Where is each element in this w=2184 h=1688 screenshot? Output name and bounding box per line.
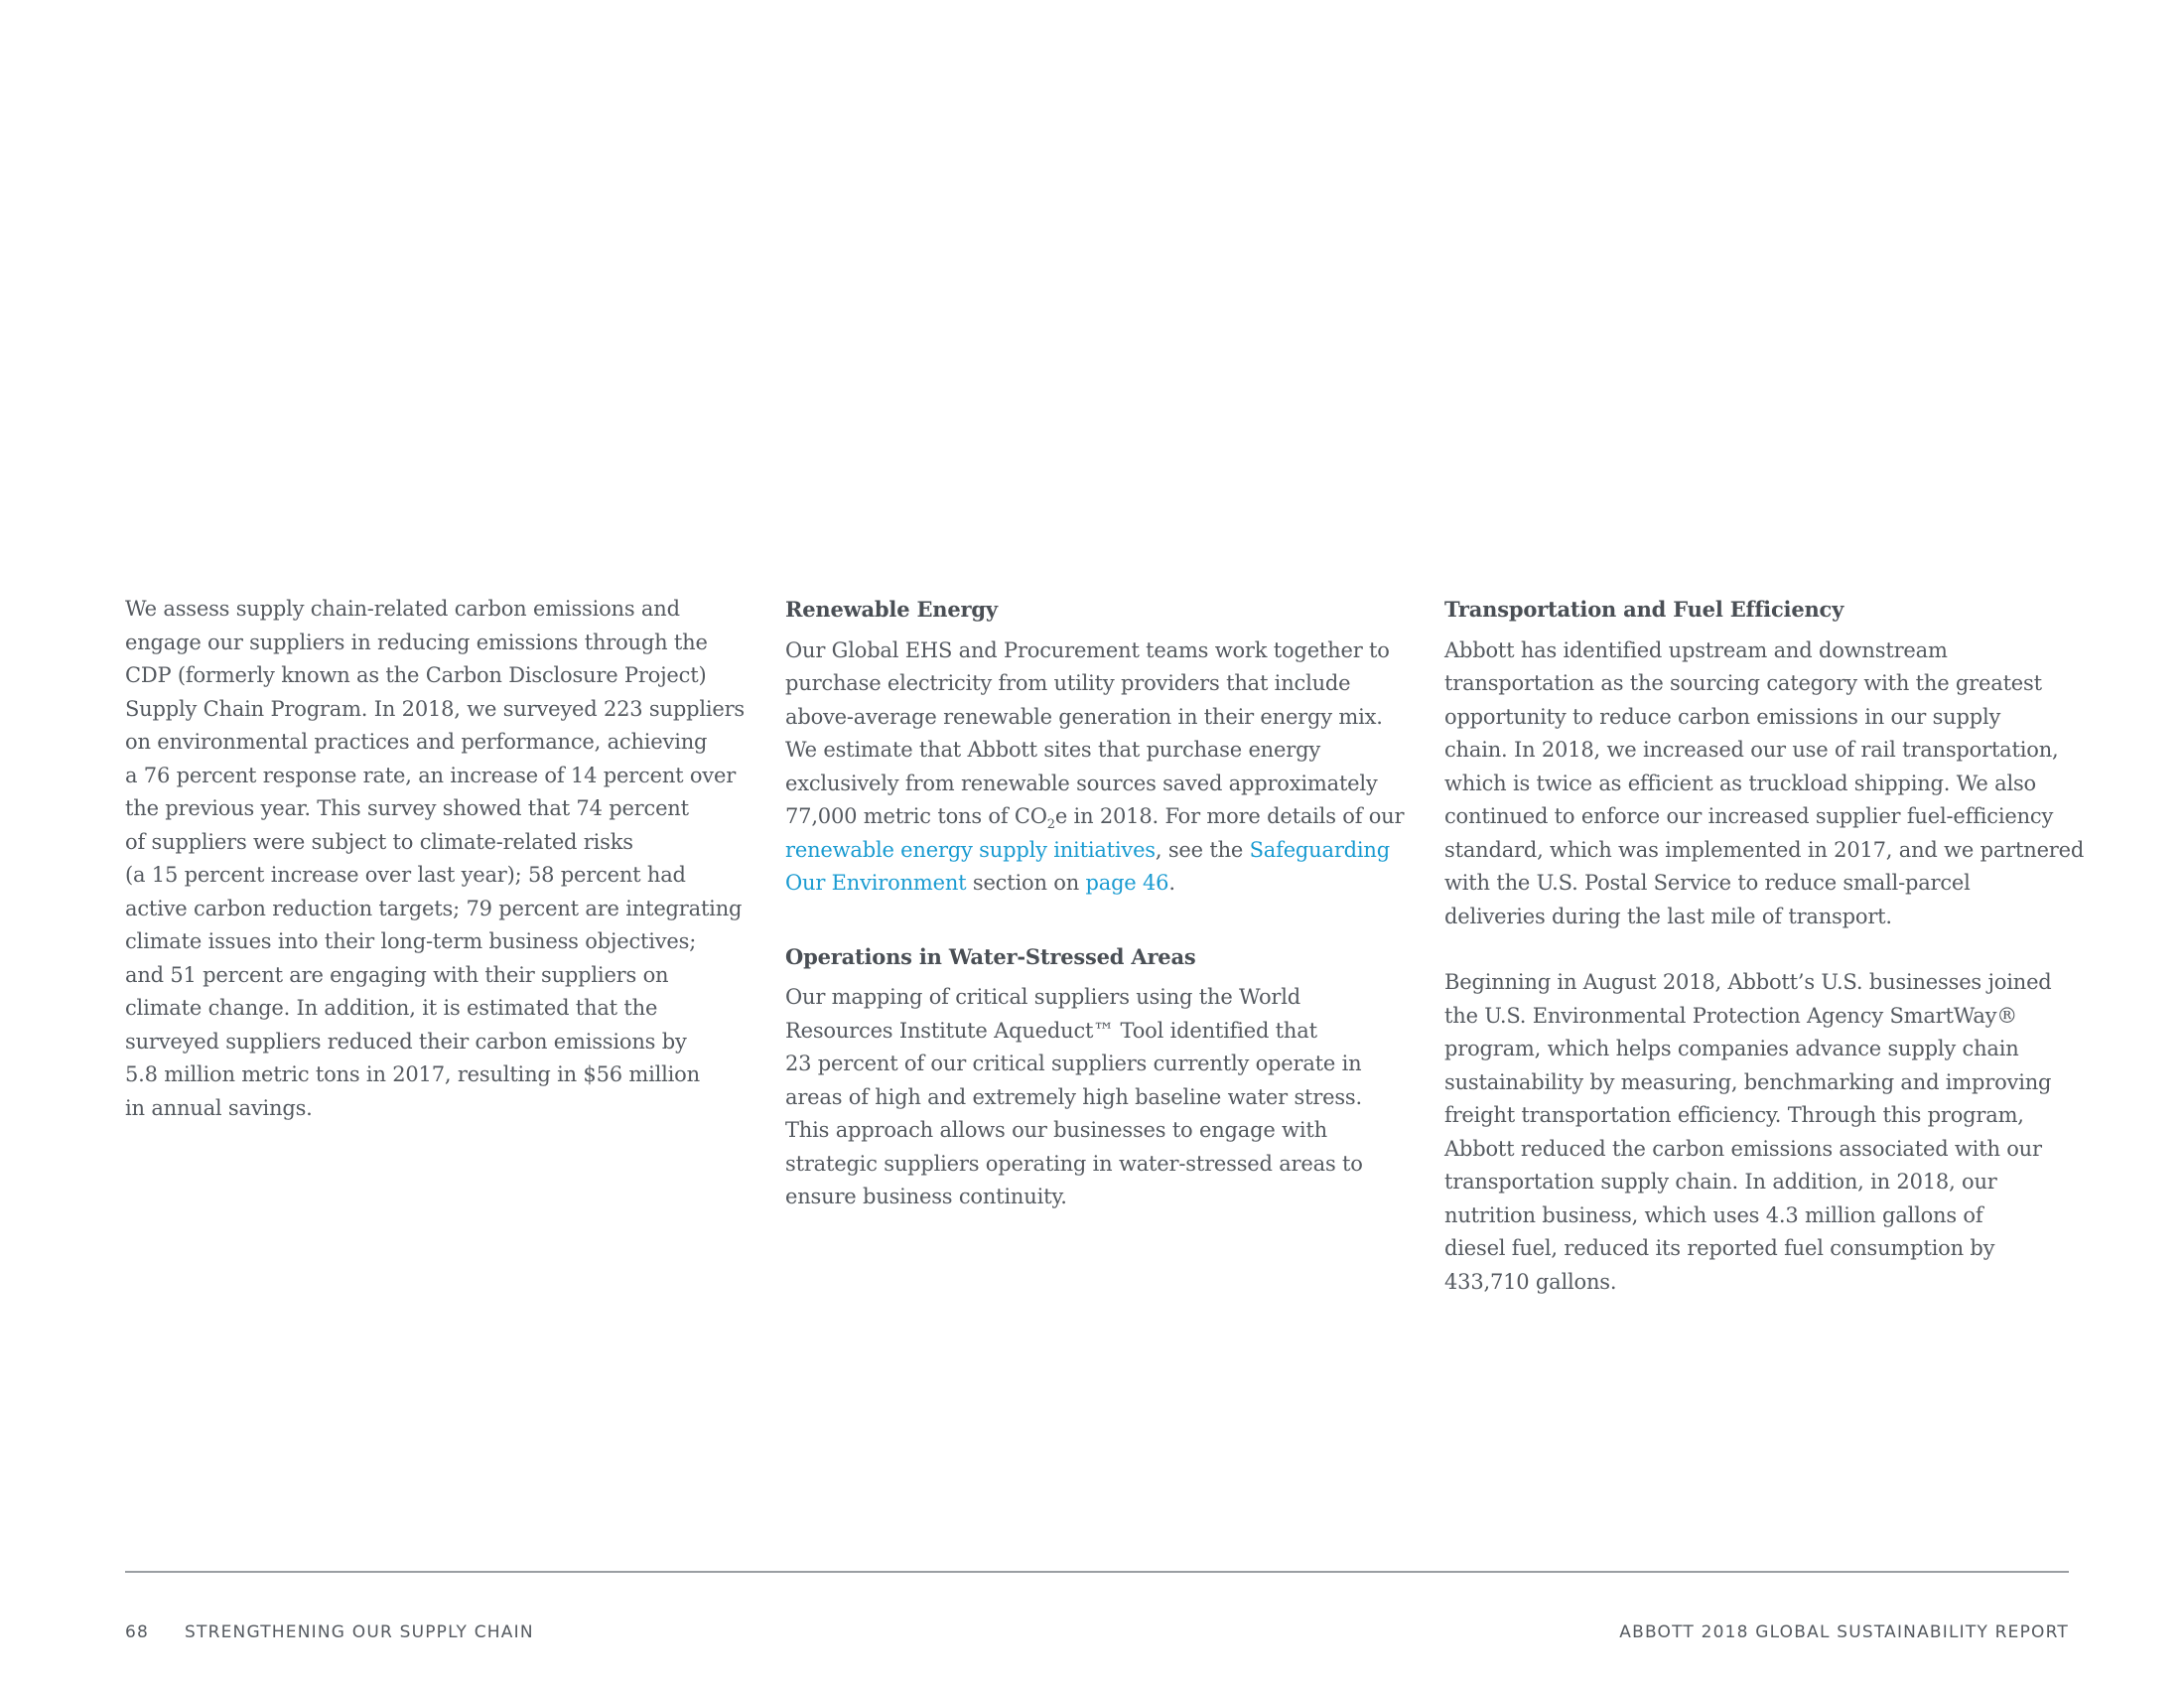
smartway-line: program, which helps companies advance supply chain: [1444, 1037, 2019, 1060]
transport-line: which is twice as efficient as truckload shipping. We also: [1444, 771, 2036, 795]
transportation-heading: Transportation and Fuel Efficiency: [1444, 597, 1844, 622]
footer-divider: [125, 1571, 2069, 1573]
smartway-line: Beginning in August 2018, Abbott’s U.S. businesses joined: [1444, 970, 2052, 994]
co2-text-before: 77,000 metric tons of CO: [785, 804, 1047, 828]
intro-line: in annual savings.: [125, 1095, 313, 1120]
water-line: 23 percent of our critical suppliers currently operate in: [785, 1052, 1362, 1075]
smartway-line: transportation supply chain. In addition, in 2018, our: [1444, 1170, 1997, 1194]
smartway-line: sustainability by measuring, benchmarking and improving: [1444, 1069, 2052, 1094]
intro-line: on environmental practices and performance, achieving: [125, 730, 708, 754]
renewable-water-column: [785, 593, 1421, 1214]
intro-line: and 51 percent are engaging with their suppliers on: [125, 962, 669, 987]
smartway-line: freight transportation efficiency. Through this program,: [1444, 1103, 2024, 1127]
transportation-column: [1444, 593, 2085, 1299]
renewable-line: We estimate that Abbott sites that purchase energy: [785, 738, 1320, 762]
water-line: Resources Institute Aqueduct™ Tool identified that: [785, 1018, 1317, 1043]
renewable-co2-line: [785, 800, 1421, 834]
renewable-links-line: [785, 867, 1421, 901]
smartway-line: diesel fuel, reduced its reported fuel consumption by: [1444, 1236, 1995, 1260]
report-title: ABBOTT 2018 GLOBAL SUSTAINABILITY REPORT: [1619, 1622, 2069, 1642]
water-line: strategic suppliers operating in water-stressed areas to: [785, 1151, 1363, 1176]
intro-line: Supply Chain Program. In 2018, we surveyed 223 suppliers: [125, 696, 745, 721]
safeguarding-link[interactable]: Safeguarding: [1249, 837, 1390, 862]
renewable-energy-heading: Renewable Energy: [785, 597, 998, 622]
intro-line: of suppliers were subject to climate-related risks: [125, 829, 633, 854]
intro-line: the previous year. This survey showed that 74 percent: [125, 796, 689, 820]
intro-column: [125, 593, 760, 1125]
paragraph-gap: [1444, 933, 2080, 966]
smartway-line: the U.S. Environmental Protection Agency SmartWay®: [1444, 1003, 2018, 1028]
intro-line: (a 15 percent increase over last year); 58 percent had: [125, 863, 686, 887]
water-line: ensure business continuity.: [785, 1185, 1067, 1208]
transport-line: chain. In 2018, we increased our use of rail transportation,: [1444, 738, 2059, 762]
co2-subscript: 2: [1046, 817, 1055, 832]
transport-line: Abbott has identified upstream and downstream: [1444, 637, 1948, 662]
renewable-links-line: [785, 834, 1421, 868]
intro-line: surveyed suppliers reduced their carbon emissions by: [125, 1029, 687, 1054]
intro-line: a 76 percent response rate, an increase of 14 percent over: [125, 763, 737, 787]
transport-line: transportation as the sourcing category with the greatest: [1444, 671, 2042, 695]
transport-line: opportunity to reduce carbon emissions in our supply: [1444, 704, 2001, 729]
our-environment-link[interactable]: Our Environment: [785, 871, 967, 895]
paragraph-gap: [785, 901, 1421, 940]
transport-line: continued to enforce our increased supplier fuel-efficiency: [1444, 804, 2054, 828]
intro-line: active carbon reduction targets; 79 percent are integrating: [125, 896, 743, 920]
intro-line: 5.8 million metric tons in 2017, resulting in $56 million: [125, 1062, 700, 1086]
water-line: Our mapping of critical suppliers using the World: [785, 985, 1301, 1009]
transport-line: deliveries during the last mile of transport.: [1444, 904, 1892, 928]
intro-line: climate change. In addition, it is estimated that the: [125, 996, 658, 1020]
page-46-link[interactable]: page 46: [1085, 871, 1169, 895]
water-line: This approach allows our businesses to engage with: [785, 1118, 1327, 1142]
renewable-line: exclusively from renewable sources saved approximately: [785, 771, 1378, 795]
water-line: areas of high and extremely high baseline water stress.: [785, 1084, 1362, 1109]
transport-line: standard, which was implemented in 2017, and we partnered: [1444, 837, 2085, 862]
section-on-text: section on: [966, 871, 1086, 895]
intro-line: climate issues into their long-term business objectives;: [125, 929, 697, 953]
renewable-line: above-average renewable generation in their energy mix.: [785, 704, 1383, 729]
page-number: 68: [125, 1622, 150, 1642]
co2-text-after: e in 2018. For more details of our: [1054, 804, 1405, 828]
smartway-line: 433,710 gallons.: [1444, 1269, 1617, 1294]
period-text: .: [1168, 871, 1175, 895]
intro-line: engage our suppliers in reducing emissions through the: [125, 630, 708, 654]
see-the-text: , see the: [1155, 837, 1250, 862]
smartway-line: Abbott reduced the carbon emissions associated with our: [1444, 1136, 2042, 1161]
renewable-line: Our Global EHS and Procurement teams work together to: [785, 637, 1390, 662]
intro-line: We assess supply chain-related carbon emissions and: [125, 597, 680, 621]
intro-line: CDP (formerly known as the Carbon Disclosure Project): [125, 663, 707, 687]
section-title: STRENGTHENING OUR SUPPLY CHAIN: [185, 1622, 534, 1642]
transport-line: with the U.S. Postal Service to reduce small-parcel: [1444, 871, 1971, 895]
smartway-line: nutrition business, which uses 4.3 million gallons of: [1444, 1202, 1983, 1227]
water-stressed-heading: Operations in Water-Stressed Areas: [785, 943, 1196, 969]
renewable-energy-initiatives-link[interactable]: renewable energy supply initiatives: [785, 837, 1156, 862]
renewable-line: purchase electricity from utility providers that include: [785, 671, 1351, 695]
